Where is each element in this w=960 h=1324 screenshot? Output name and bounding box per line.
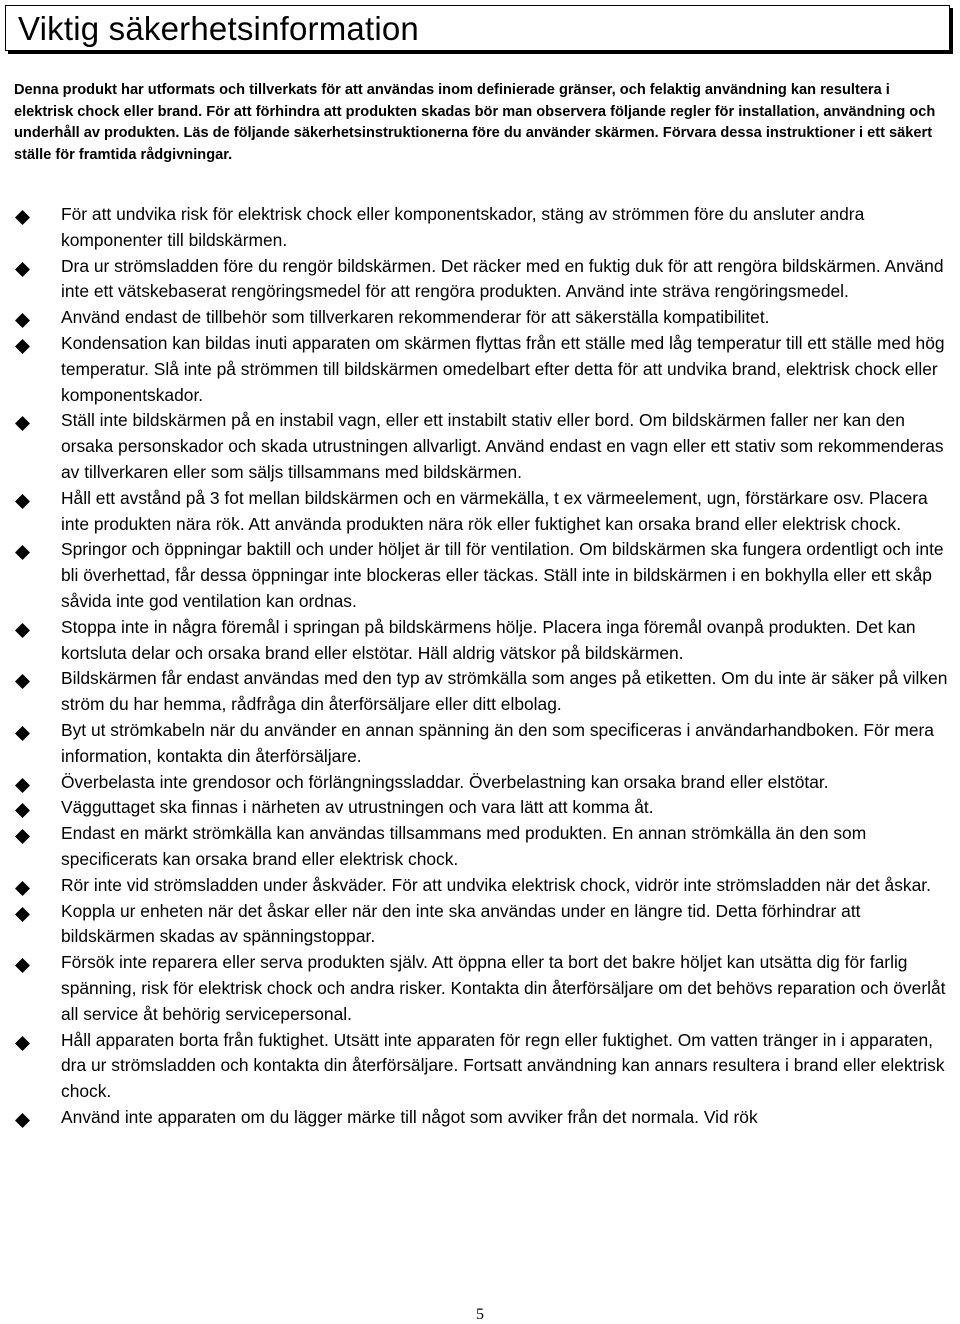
safety-instruction-text: Rör inte vid strömsladden under åskväder. För att undvika elektrisk chock, vidrör inte strömsladden när det åskar. [61,874,931,895]
safety-instruction-text: Försök inte reparera eller serva produkten själv. Att öppna eller ta bort det bakre höljet kan utsätta dig för farlig spänning, risk för elektrisk chock och andra risker. Kontakta din återförsäljare om det behövs reparation och överlåt all service åt behörig servicepersonal. [61,952,946,1024]
safety-instruction-item [14,770,954,796]
safety-instruction-item [14,615,954,667]
safety-instruction-text: Byt ut strömkabeln när du använder en annan spänning än den som specificeras i användarhandboken. För mera information, kontakta din återförsäljare. [61,719,934,766]
safety-instruction-text: Kondensation kan bildas inuti apparaten om skärmen flyttas från ett ställe med låg temperatur till ett ställe med hög temperatur. Slå inte på strömmen till bildskärmen omedelbart efter detta för att undvika brand, elektrisk chock eller komponentskador. [61,332,945,405]
safety-instruction-item [14,795,954,821]
safety-instruction-item [14,666,954,718]
diamond-bullet-icon [15,907,30,922]
page-title: Viktig säkerhetsinformation [18,10,419,47]
diamond-bullet-icon [15,726,30,741]
safety-instruction-item [14,718,954,770]
safety-instruction-text: Endast en märkt strömkälla kan användas tillsammans med produkten. En annan strömkälla än den som specificerats kan orsaka brand eller elektrisk chock. [61,823,867,869]
safety-instruction-text: Koppla ur enheten när det åskar eller när den inte ska användas under en längre tid. Detta förhindrar att bildskärmen skadas av spänningstoppar. [61,900,861,947]
intro-paragraph: Denna produkt har utformats och tillverkats för att användas inom definierade gränser, och felaktig användning kan resultera i elektrisk chock eller brand. För att förhindra att produkten skadas bör man observera följande regler för installation, användning och underhåll av produkten. Läs de följande säkerhetsinstruktionerna före du använder skärmen. Förvara dessa instruktioner i ett säkert ställe för framtida rådgivningar. [14,82,936,163]
title-box [5,5,950,51]
safety-instruction-item [14,331,954,408]
safety-instruction-text: Ställ inte bildskärmen på en instabil vagn, eller ett instabilt stativ eller bord. Om bildskärmen faller ner kan den orsaka personskador och skada utrustningen allvarligt. Använd endast en vagn eller ett stativ som rekommenderas av tillverkaren eller som säljs tillsammans med bildskärmen. [61,410,944,482]
safety-instruction-item [14,873,954,899]
diamond-bullet-icon [15,210,30,225]
safety-instruction-item [14,305,954,331]
safety-instruction-text: Dra ur strömsladden före du rengör bildskärmen. Det räcker med en fuktig duk för att rengöra bildskärmen. Använd inte ett vätskebaserat rengöringsmedel för att rengöra produkten. Använd inte sträva rengöringsmedel. [61,255,944,302]
safety-instruction-text: Bildskärmen får endast användas med den typ av strömkälla som anges på etiketten. Om du inte är säker på vilken ström du har hemma, rådfråga din återförsäljare eller ditt elbolag. [61,668,948,715]
diamond-bullet-icon [15,339,30,354]
safety-instruction-text: Springor och öppningar baktill och under höljet är till för ventilation. Om bildskärmen ska fungera ordentligt och inte bli överhettad, får dessa öppningar inte blockeras eller täckas. Ställ inte in bildskärmen i en bokhylla eller ett skåp såvida inte god ventilation kan ordnas. [61,539,944,611]
safety-instruction-text: Använd endast de tillbehör som tillverkaren rekommenderar för att säkerställa kompatibilitet. [61,307,770,328]
safety-instruction-item [14,950,954,1027]
safety-instruction-text: Håll ett avstånd på 3 fot mellan bildskärmen och en värmekälla, t ex värmeelement, ugn, förstärkare osv. Placera inte produkten nära rök. Att använda produkten nära rök eller fuktighet kan orsaka brand eller elektrisk chock. [61,487,928,534]
safety-instruction-item [14,254,954,306]
diamond-bullet-icon [15,623,30,638]
safety-instruction-text: Stoppa inte in några föremål i springan på bildskärmens hölje. Placera inga föremål ovanpå produkten. Det kan kortsluta delar och orsaka brand eller elstötar. Häll aldrig vätskor på bildskärmen. [61,616,916,663]
diamond-bullet-icon [15,778,30,793]
safety-instruction-text: För att undvika risk för elektrisk chock eller komponentskador, stäng av strömmen före du ansluter andra komponenter till bildskärmen. [61,204,865,250]
safety-instruction-text: Vägguttaget ska finnas i närheten av utrustningen och vara lätt att komma åt. [61,797,654,818]
safety-instruction-item [14,486,954,538]
safety-instruction-text: Använd inte apparaten om du lägger märke till något som avviker från det normala. Vid rök [61,1106,758,1127]
safety-instruction-item [14,899,954,951]
diamond-bullet-icon [15,1113,30,1128]
safety-instruction-item [14,408,954,485]
safety-instruction-item [14,1028,954,1105]
safety-instruction-item [14,821,954,873]
page-number: 5 [476,1306,484,1323]
safety-instruction-item [14,202,954,254]
diamond-bullet-icon [15,958,30,973]
safety-instructions-list [14,202,954,1131]
diamond-bullet-icon [15,803,30,818]
safety-instruction-text: Överbelasta inte grendosor och förlängningssladdar. Överbelastning kan orsaka brand eller elstötar. [61,771,829,792]
diamond-bullet-icon [15,494,30,509]
diamond-bullet-icon [15,416,30,431]
diamond-bullet-icon [15,829,30,844]
diamond-bullet-icon [15,545,30,560]
safety-instruction-item [14,537,954,614]
safety-instruction-text: Håll apparaten borta från fuktighet. Utsätt inte apparaten för regn eller fuktighet. Om vatten tränger in i apparaten, dra ur strömsladden och kontakta din återförsäljare. Fortsatt användning kan annars resultera i brand eller elektrisk chock. [61,1029,945,1102]
diamond-bullet-icon [15,262,30,277]
diamond-bullet-icon [15,313,30,328]
diamond-bullet-icon [15,1036,30,1051]
safety-instruction-item [14,1105,954,1131]
diamond-bullet-icon [15,674,30,689]
diamond-bullet-icon [15,881,30,896]
